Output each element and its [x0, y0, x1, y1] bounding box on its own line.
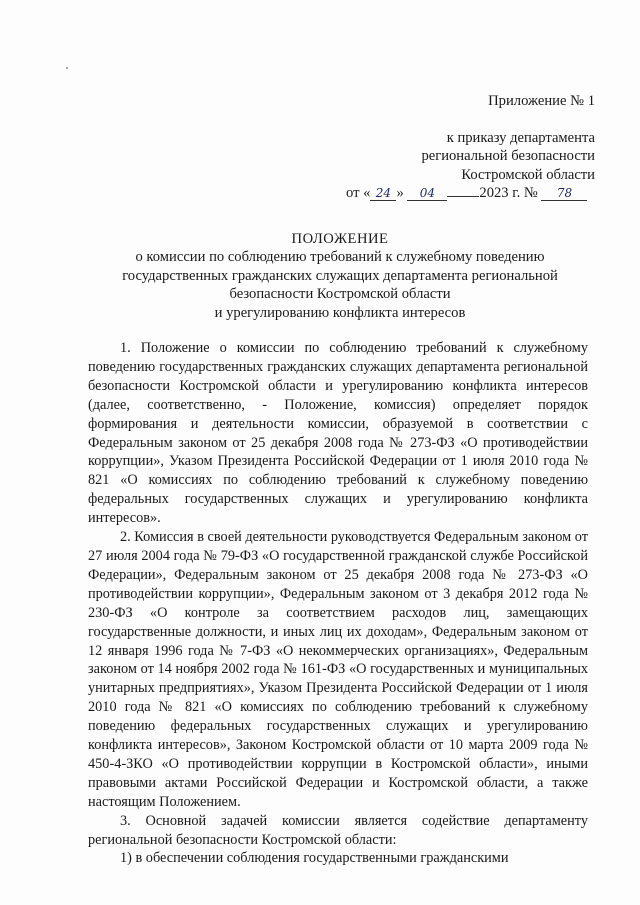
title-line-2: государственных гражданских служащих департамента региональной — [122, 267, 558, 284]
paragraph-4: 1) в обеспечении соблюдения государственными гражданскими — [120, 850, 509, 867]
paragraph-1: 1. Положение о комиссии по соблюдению требований к служебному поведению государственных гражданских служащих департамента региональной безопасности Костромской области и урегулированию конфликта интересов (далее, соответственно, - Положение, комиссия) определяет порядок формирования и деятельности комиссии, образуемой в соответствии с Федеральным законом от 25 декабря 2008 года № 273-ФЗ «О противодействии коррупции», Указом Президента Российской Федерации от 1 июля 2010 года № 821 «О комиссиях по соблюдению требований к служебному поведению федеральных государственных служащих и урегулированию конфликта интересов». — [88, 340, 588, 527]
order-number-handwritten: 78 — [541, 186, 587, 201]
paragraph-2: 2. Комиссия в своей деятельности руководствуется Федеральным законом от 27 июля 2004 года № 79-ФЗ «О государственной гражданской службе Российской Федерации», Федеральным законом от 25 декабря 2008 года № 273-ФЗ «О противодействии коррупции», Федеральным законом от 3 декабря 2012 года № 230-ФЗ «О контроле за соответствием расходов лиц, замещающих государственные должности, и иных лиц их доходам», Федеральным законом от 12 января 1996 года № 7-ФЗ «О некоммерческих организациях», Федеральным законом от 14 ноября 2002 года № 161-ФЗ «О государственных и муниципальных унитарных предприятиях», Указом Президента Российской Федерации от 1 июля 2010 года № 821 «О комиссиях по соблюдению требований к служебному поведению федеральных государственных служащих и урегулированию конфликта интересов», Законом Костромской области от 10 марта 2009 года № 450-4-ЗКО «О противодействии коррупции в Костромской области», иными правовыми актами Российской Федерации и Костромской области, а также настоящим Положением. — [88, 529, 588, 810]
order-year-text: 2023 г. № — [479, 185, 538, 201]
order-date-quote-close: » — [396, 185, 404, 201]
paragraph-3: 3. Основной задачей комиссии является содействие департаменту региональной безопасности Костромской области: — [88, 812, 588, 848]
order-reference-line-3: Костромской области — [461, 166, 595, 183]
title-line-3: безопасности Костромской области — [229, 286, 451, 303]
appendix-header — [295, 92, 595, 184]
order-reference-line-1: к приказу департамента — [446, 129, 595, 146]
header-gap — [295, 111, 595, 129]
order-blank-underline — [447, 196, 479, 197]
title-line-4: и урегулированию конфликта интересов — [214, 304, 466, 321]
appendix-number: Приложение № 1 — [488, 93, 595, 109]
order-date-prefix: от « — [346, 185, 371, 201]
scan-speck — [66, 67, 68, 69]
order-month-handwritten: 04 — [407, 186, 447, 201]
document-title: ПОЛОЖЕНИЕ — [291, 231, 389, 247]
order-reference-line-2: региональной безопасности — [421, 148, 595, 165]
document-title-block — [90, 230, 590, 322]
title-line-1: о комиссии по соблюдению требований к служебному поведению — [135, 249, 545, 266]
order-day-handwritten: 24 — [370, 186, 396, 201]
document-body — [88, 339, 588, 868]
order-date-number-line — [346, 184, 601, 202]
